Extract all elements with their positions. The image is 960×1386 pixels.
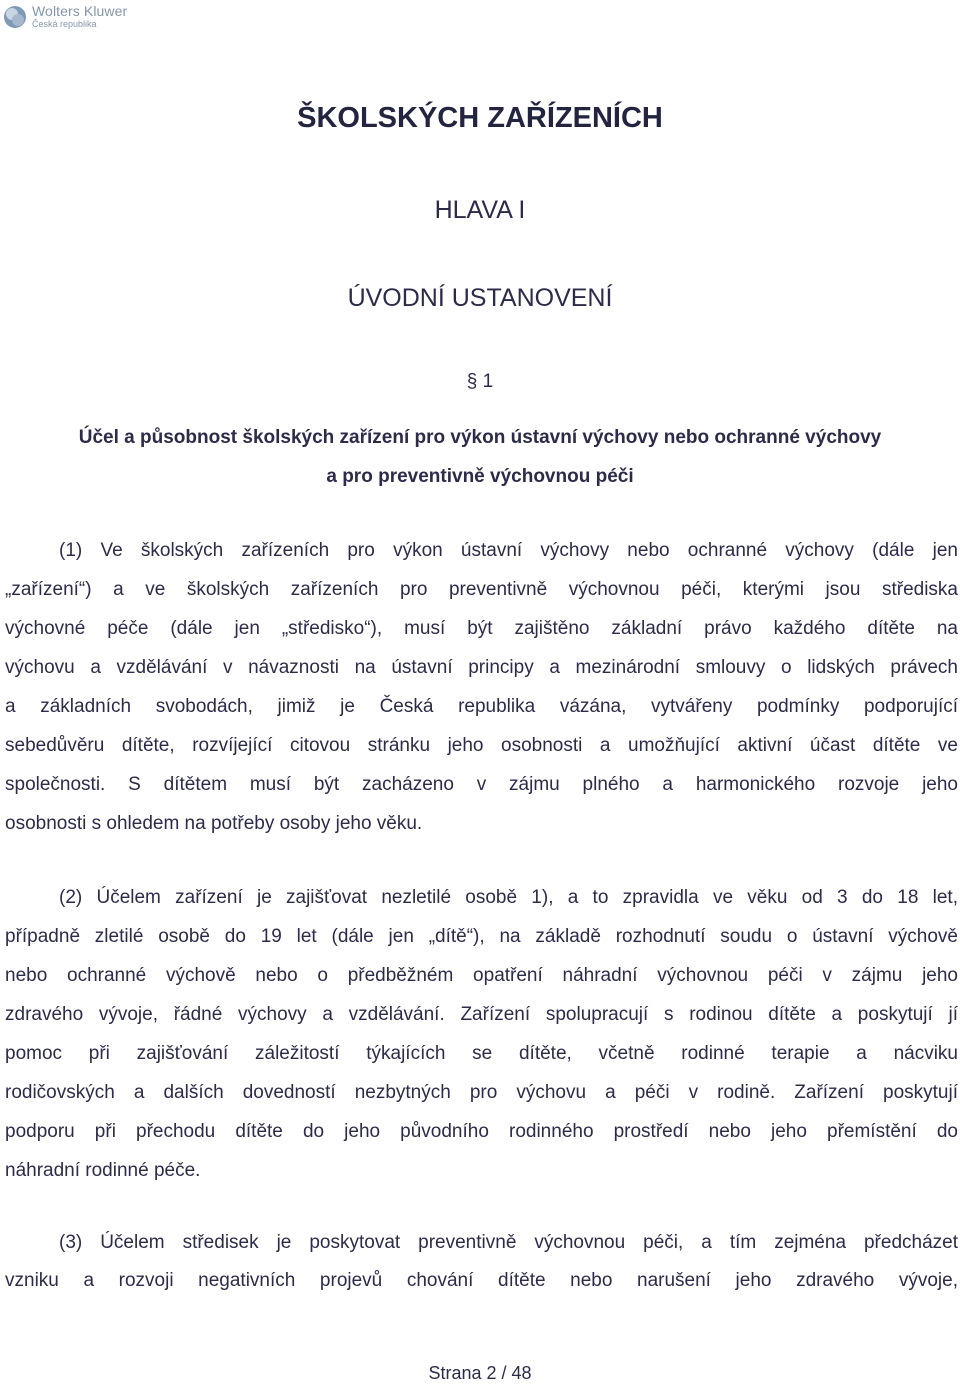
paragraph-line: zdravého vývoje, řádné výchovy a vzdělávání. Zařízení spolupracují s rodinou dítěte a poskytují jí [5, 1004, 958, 1025]
paragraph-line: osobnosti s ohledem na potřeby osoby jeho věku. [5, 813, 423, 834]
logo-mark-icon [4, 6, 26, 28]
paragraph-line: společnosti. S dítětem musí být zacházeno v zájmu plného a harmonického rozvoje jeho [5, 774, 958, 795]
paragraph-line: a základních svobodách, jimiž je Česká republika vázána, vytvářeny podmínky podporující [5, 696, 958, 717]
paragraph-line: rodičovských a dalších dovedností nezbytných pro výchovu a péči v rodině. Zařízení poskytují [5, 1082, 958, 1103]
paragraph-line: (1) Ve školských zařízeních pro výkon ústavní výchovy nebo ochranné výchovy (dále jen [59, 540, 958, 561]
paragraph-line: (3) Účelem středisek je poskytovat preventivně výchovnou péči, a tím zejména předcházet [59, 1232, 958, 1253]
paragraph-line: sebedůvěru dítěte, rozvíjející citovou stránku jeho osobnosti a umožňující aktivní účast dítěte ve [5, 735, 958, 756]
section-title-line: Účel a působnost školských zařízení pro výkon ústavní výchovy nebo ochranné výchovy [78, 427, 882, 448]
paragraph-line: nebo ochranné výchově nebo o předběžném opatření náhradní výchovnou péči v zájmu jeho [5, 965, 958, 986]
paragraph-line: náhradní rodinné péče. [5, 1160, 201, 1181]
section-title-line: a pro preventivně výchovnou péči [326, 466, 634, 487]
page-number: Strana 2 / 48 [428, 1363, 532, 1383]
paragraph-line: výchovu a vzdělávání v návaznosti na ústavní principy a mezinárodní smlouvy o lidských právech [5, 657, 958, 678]
paragraph-line: (2) Účelem zařízení je zajišťovat nezletilé osobě 1), a to zpravidla ve věku od 3 do 18 let, [59, 887, 958, 908]
publisher-logo [4, 4, 127, 29]
chapter-heading: HLAVA I [434, 196, 526, 224]
paragraph-line: „zařízení“) a ve školských zařízeních pro preventivně výchovnou péči, kterými jsou střediska [5, 579, 958, 600]
paragraph-line: pomoc při zajišťování záležitostí týkajících se dítěte, včetně rodinné terapie a nácviku [5, 1043, 958, 1064]
section-number: § 1 [466, 371, 494, 392]
document-title: ŠKOLSKÝCH ZAŘÍZENÍCH [297, 102, 663, 134]
paragraph-line: vzniku a rozvoji negativních projevů chování dítěte nebo narušení jeho zdravého vývoje, [5, 1270, 958, 1291]
chapter-title: ÚVODNÍ USTANOVENÍ [347, 284, 613, 312]
logo-text [32, 4, 127, 29]
paragraph-line: případně zletilé osobě do 19 let (dále jen „dítě“), na základě rozhodnutí soudu o ústavní výchově [5, 926, 958, 947]
logo-subtitle: Česká republika [32, 19, 97, 29]
paragraph-line: podporu při přechodu dítěte do jeho původního rodinného prostředí nebo jeho přemístění do [5, 1121, 958, 1142]
paragraph-line: výchovné péče (dále jen „středisko“), musí být zajištěno základní právo každého dítěte na [5, 618, 958, 639]
logo-name: Wolters Kluwer [32, 3, 128, 19]
